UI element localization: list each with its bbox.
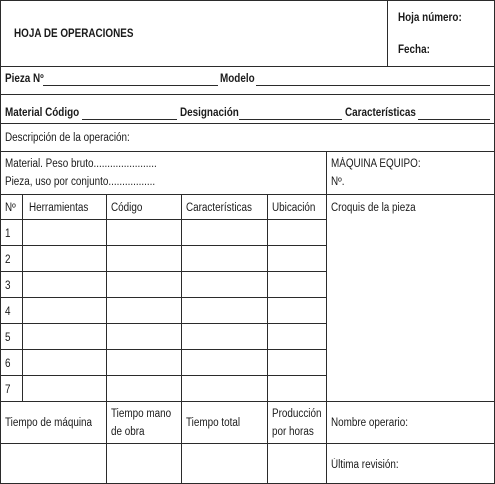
table-row-divider [0,349,327,350]
row-divider-5 [0,194,495,195]
form-title: HOJA DE OPERACIONES [14,28,134,40]
footer-divider [0,443,495,444]
designacion-field[interactable] [239,105,342,120]
col-header-tools: Herramientas [29,202,89,214]
col-divider-location [326,194,327,484]
operator-name-label: Nombre operario: [331,417,408,429]
row-number: 7 [5,384,11,396]
machine-number-label: Nº. [331,176,345,188]
machine-time-label: Tiempo de máquina [5,417,93,429]
form-border-top [0,0,495,1]
table-header-bottom [0,219,327,220]
col-divider-tools [106,194,107,484]
col-header-characteristics: Características [186,202,252,214]
caracteristicas-field[interactable] [418,105,490,120]
table-row-divider [0,245,327,246]
caracteristicas-label: Características [345,107,416,119]
col-header-code: Código [111,202,143,214]
col-header-sketch: Croquis de la pieza [331,202,416,214]
row-divider-1 [0,66,495,67]
labor-time-label-line2: de obra [111,426,145,438]
row-number: 6 [5,358,11,370]
col-header-location: Ubicación [272,202,316,214]
col-divider-code [181,194,182,484]
production-label-line2: por horas [272,426,314,438]
designacion-label: Designación [180,107,239,119]
machine-divider [326,151,327,194]
row-divider-4 [0,151,495,152]
row-divider-2 [0,94,495,95]
labor-time-label-line1: Tiempo mano [111,408,172,420]
sheet-number-label: Hoja número: [398,12,462,24]
col-header-number: Nº [5,202,16,214]
table-row-divider [0,297,327,298]
row-number: 4 [5,306,11,318]
piece-per-assembly-label: Pieza, uso por conjunto................. [5,176,156,188]
row-divider-3 [0,123,495,124]
row-number: 1 [5,228,11,240]
row-number: 2 [5,254,11,266]
col-divider-num [22,194,23,401]
last-revision-label: Última revisión: [331,459,399,471]
gross-weight-label: Material. Peso bruto....................... [5,158,157,170]
operation-description-label: Descripción de la operación: [5,132,130,144]
machine-equipment-label: MÁQUINA EQUIPO: [331,158,421,170]
modelo-field[interactable] [256,71,490,86]
col-divider-chars [267,194,268,484]
production-label-line1: Producción [272,408,322,420]
row-number: 5 [5,332,11,344]
date-label: Fecha: [398,44,430,56]
header-divider [387,0,388,66]
row-number: 3 [5,280,11,292]
form-border-left [0,0,1,484]
pieza-label: Pieza Nº [5,73,44,85]
table-row-divider [0,375,327,376]
table-row-divider [0,323,327,324]
material-code-field[interactable] [82,105,177,120]
modelo-label: Modelo [220,73,255,85]
pieza-field[interactable] [43,71,218,86]
material-code-label: Material Código [5,107,80,119]
table-bottom [0,401,495,402]
table-row-divider [0,271,327,272]
total-time-label: Tiempo total [186,417,241,429]
